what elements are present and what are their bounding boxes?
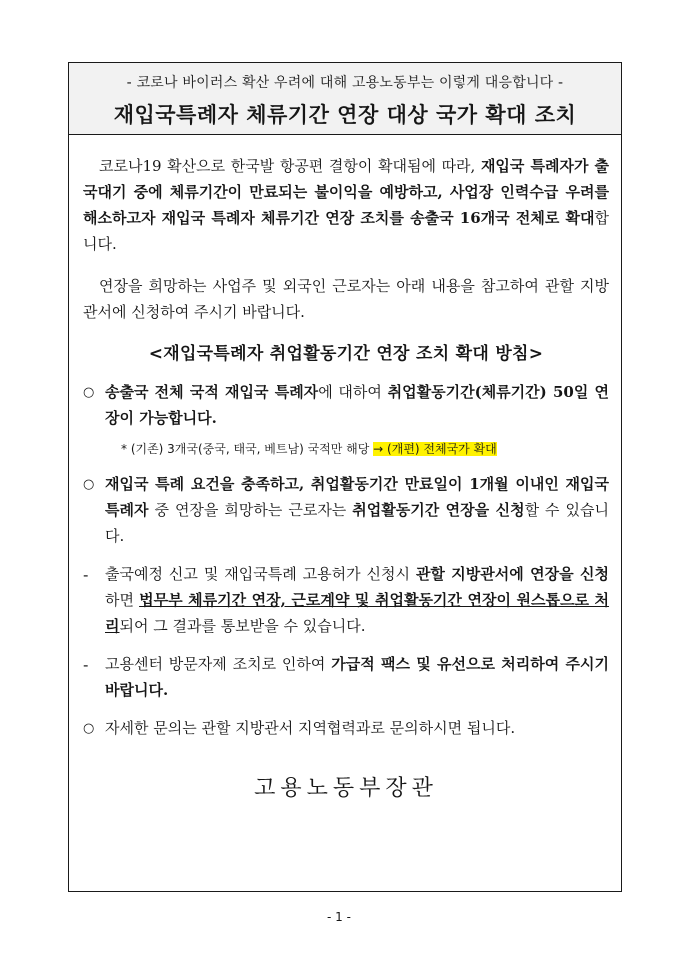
sub-item-1-text: [105, 561, 609, 639]
list-item-1-text: [105, 379, 609, 431]
intro-paragraph-1: [83, 153, 609, 257]
item2-emphasis-c: 취업활동기간 연장을 신청: [352, 501, 525, 519]
item1-text-b: 에 대하여: [318, 383, 388, 401]
dash-bullet: -: [83, 656, 89, 674]
sub-item-2-text: [105, 651, 609, 703]
sub2-emphasis-b: 가급적 팩스 및 유선으로 처리하여 주시기 바랍니다.: [105, 655, 609, 699]
list-item-2-text: [105, 471, 609, 549]
item1-emphasis-c: 취업활동기간(체류기간) 50일 연장이 가능합니다.: [105, 383, 610, 427]
intro-p1-text-a: 코로나19 확산으로 한국발 항공편 결항이 확대됨에 따라,: [99, 157, 481, 175]
sub1-text-c: 하면: [105, 591, 140, 609]
sub1-text-e: 되어 그 결과를 통보받을 수 있습니다.: [119, 617, 366, 635]
signature: 고용노동부장관: [254, 776, 438, 801]
change-note: [83, 439, 609, 459]
list-item-2: [83, 471, 609, 549]
item1-emphasis-a: 송출국 전체 국적 재입국 특례자: [105, 383, 319, 401]
sub-item-1: [83, 561, 609, 639]
circle-bullet: ○: [83, 721, 95, 736]
item2-emphasis-a: 재입국 특례 요건을 충족하고, 취업활동기간 만료일이 1개월 이내인 재입국 특례자: [105, 475, 609, 519]
list-item-3: [83, 715, 609, 742]
intro-paragraph-2: 연장을 희망하는 사업주 및 외국인 근로자는 아래 내용을 참고하여 관할 지방관서에 신청하여 주시기 바랍니다.: [83, 277, 609, 321]
sub1-underlined-d: 법무부 체류기간 연장, 근로계약 및 취업활동기간 연장이 원스톱으로 처리: [105, 591, 610, 635]
dash-bullet: -: [83, 566, 89, 584]
notice-body: [69, 153, 621, 802]
circle-bullet: ○: [83, 477, 95, 492]
list-item-1: [83, 379, 609, 431]
circle-bullet: ○: [83, 385, 95, 400]
notice-header: [69, 63, 621, 135]
intro-p1-emphasis: 재입국 특례자가 출국대기 중에 체류기간이 만료되는 불이익을 예방하고, 사업장 인력수급 우려를 해소하고자 재입국 특례자 체류기간 연장 조치를 송출국 16개국 전체로 확대: [83, 157, 609, 227]
item2-text-d: 할 수 있습니다.: [105, 501, 609, 545]
header-subtitle: - 코로나 바이러스 확산 우려에 대해 고용노동부는 이렇게 대응합니다 -: [126, 75, 564, 91]
intro-p1-text-c: 합니다.: [83, 209, 609, 253]
note-before: * (기존) 3개국(중국, 태국, 베트남) 국적만 해당: [121, 442, 374, 456]
note-highlight: → (개편) 전체국가 확대: [373, 442, 497, 456]
sub1-emphasis-b: 관할 지방관서에 연장을 신청: [415, 565, 609, 583]
item2-text-b: 중 연장을 희망하는 근로자는: [148, 501, 353, 519]
section-title: <재입국특례자 취업활동기간 연장 조치 확대 방침>: [148, 344, 544, 364]
sub-item-2: [83, 651, 609, 703]
sub1-text-a: 출국예정 신고 및 재입국특례 고용허가 신청시: [105, 565, 416, 583]
list-item-3-text: 자세한 문의는 관할 지방관서 지역협력과로 문의하시면 됩니다.: [105, 719, 516, 737]
page-number: - 1 -: [327, 910, 351, 924]
sub2-text-a: 고용센터 방문자제 조치로 인하여: [105, 655, 332, 673]
notice-frame: [68, 62, 622, 892]
header-title: 재입국특례자 체류기간 연장 대상 국가 확대 조치: [113, 103, 577, 127]
